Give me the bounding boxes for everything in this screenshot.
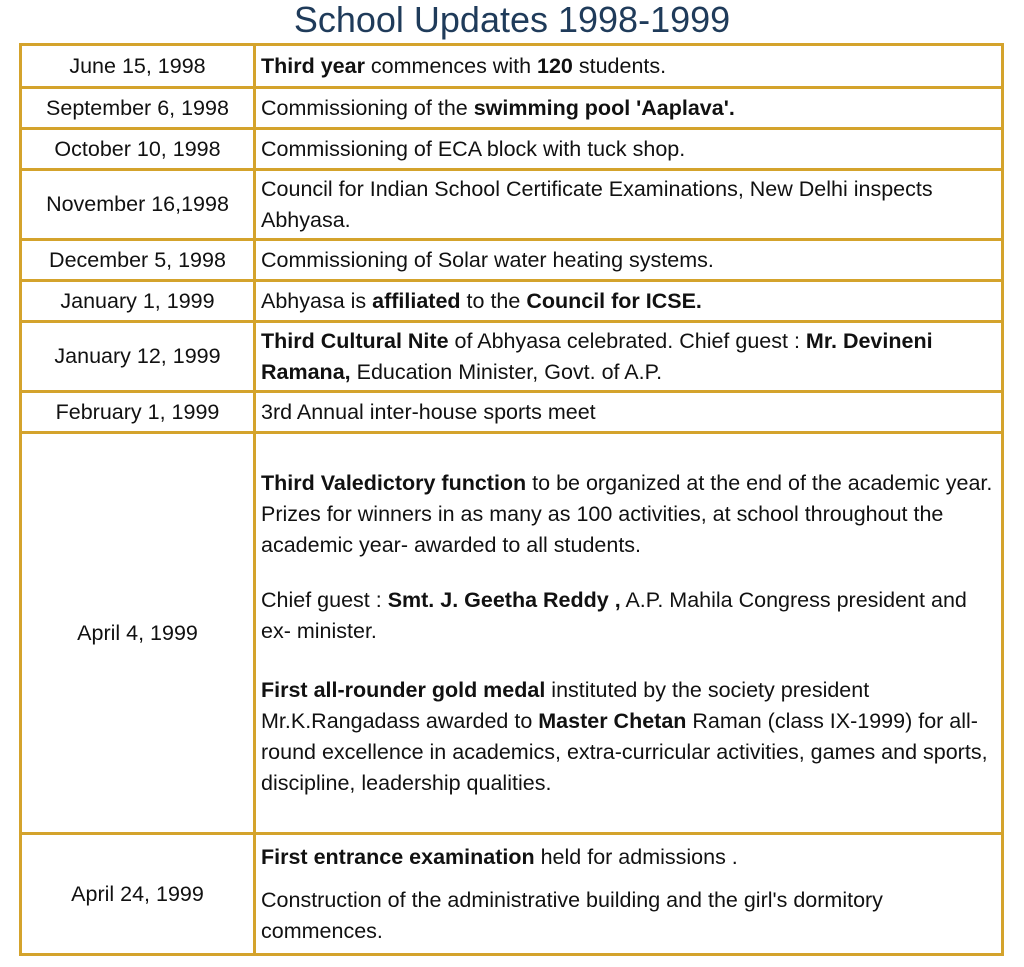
bold-text: swimming pool 'Aaplava'. <box>473 95 735 120</box>
paragraph <box>261 885 996 947</box>
description-cell <box>255 45 1003 88</box>
description-cell <box>255 240 1003 281</box>
text: Abhyasa is <box>261 288 373 313</box>
text: Education Minister, Govt. of A.P. <box>350 359 663 384</box>
bold-text: First entrance examination <box>261 844 535 869</box>
table-row <box>21 129 1003 170</box>
table-row <box>21 322 1003 392</box>
description-cell <box>255 281 1003 322</box>
description-cell <box>255 392 1003 433</box>
paragraph <box>261 675 996 799</box>
table-row <box>21 88 1003 129</box>
paragraph <box>261 842 996 873</box>
date-cell: September 6, 1998 <box>21 88 255 129</box>
table-row <box>21 834 1003 955</box>
bold-text: Council for ICSE. <box>526 288 702 313</box>
table-row <box>21 170 1003 240</box>
description-cell <box>255 170 1003 240</box>
bold-text: Master Chetan <box>538 708 687 733</box>
date-cell: April 4, 1999 <box>21 433 255 834</box>
date-cell: June 15, 1998 <box>21 45 255 88</box>
text: held for admissions . <box>534 844 738 869</box>
table-row <box>21 433 1003 834</box>
date-cell: November 16,1998 <box>21 170 255 240</box>
text: Commissioning of Solar water heating systems. <box>261 247 714 272</box>
text: instituted by the society president Mr.K.Rangadass awarded to <box>261 677 870 733</box>
bold-text: affiliated <box>372 288 461 313</box>
table-row <box>21 240 1003 281</box>
text: Commissioning of ECA block with tuck shop. <box>261 136 686 161</box>
table-row <box>21 281 1003 322</box>
date-cell: February 1, 1999 <box>21 392 255 433</box>
date-cell: January 1, 1999 <box>21 281 255 322</box>
text: Chief guest : <box>261 587 388 612</box>
bold-text: Smt. J. Geetha Reddy , <box>387 587 621 612</box>
text: of Abhyasa celebrated. Chief guest : <box>448 328 806 353</box>
text: commences with <box>364 53 538 78</box>
table-row <box>21 392 1003 433</box>
bold-text: Third year <box>261 53 365 78</box>
text: to the <box>460 288 527 313</box>
text: A.P. Mahila Congress president and ex- minister. <box>261 587 967 643</box>
date-cell: October 10, 1998 <box>21 129 255 170</box>
description-cell <box>255 322 1003 392</box>
text: Council for Indian School Certificate Examinations, New Delhi inspects Abhyasa. <box>261 176 933 232</box>
bold-text: Third Cultural Nite <box>261 328 449 353</box>
description-cell <box>255 129 1003 170</box>
text: 3rd Annual inter-house sports meet <box>261 399 596 424</box>
bold-text: First all-rounder gold medal <box>261 677 546 702</box>
text: Commissioning of the <box>261 95 474 120</box>
date-cell: December 5, 1998 <box>21 240 255 281</box>
description-cell <box>255 88 1003 129</box>
bold-text: Mr. Devineni Ramana, <box>261 328 933 384</box>
text: students. <box>572 53 667 78</box>
page-title: School Updates 1998-1999 <box>293 0 731 40</box>
bold-text: 120 <box>537 53 573 78</box>
bold-text: Third Valedictory function <box>261 470 527 495</box>
table-row <box>21 45 1003 88</box>
text: to be organized at the end of the academic year. Prizes for winners in as many as 100 activities, at school throughout the academic year- awarded to all students. <box>261 470 993 557</box>
paragraph <box>261 468 996 561</box>
date-cell: April 24, 1999 <box>21 834 255 955</box>
updates-table <box>19 43 1004 956</box>
paragraph <box>261 585 996 647</box>
description-cell <box>255 433 1003 834</box>
date-cell: January 12, 1999 <box>21 322 255 392</box>
text: Raman (class IX-1999) for all-round excellence in academics, extra-curricular activities, games and sports, discipline, leadership qualities. <box>261 708 988 795</box>
text: Construction of the administrative building and the girl's dormitory commences. <box>261 887 883 943</box>
description-cell <box>255 834 1003 955</box>
